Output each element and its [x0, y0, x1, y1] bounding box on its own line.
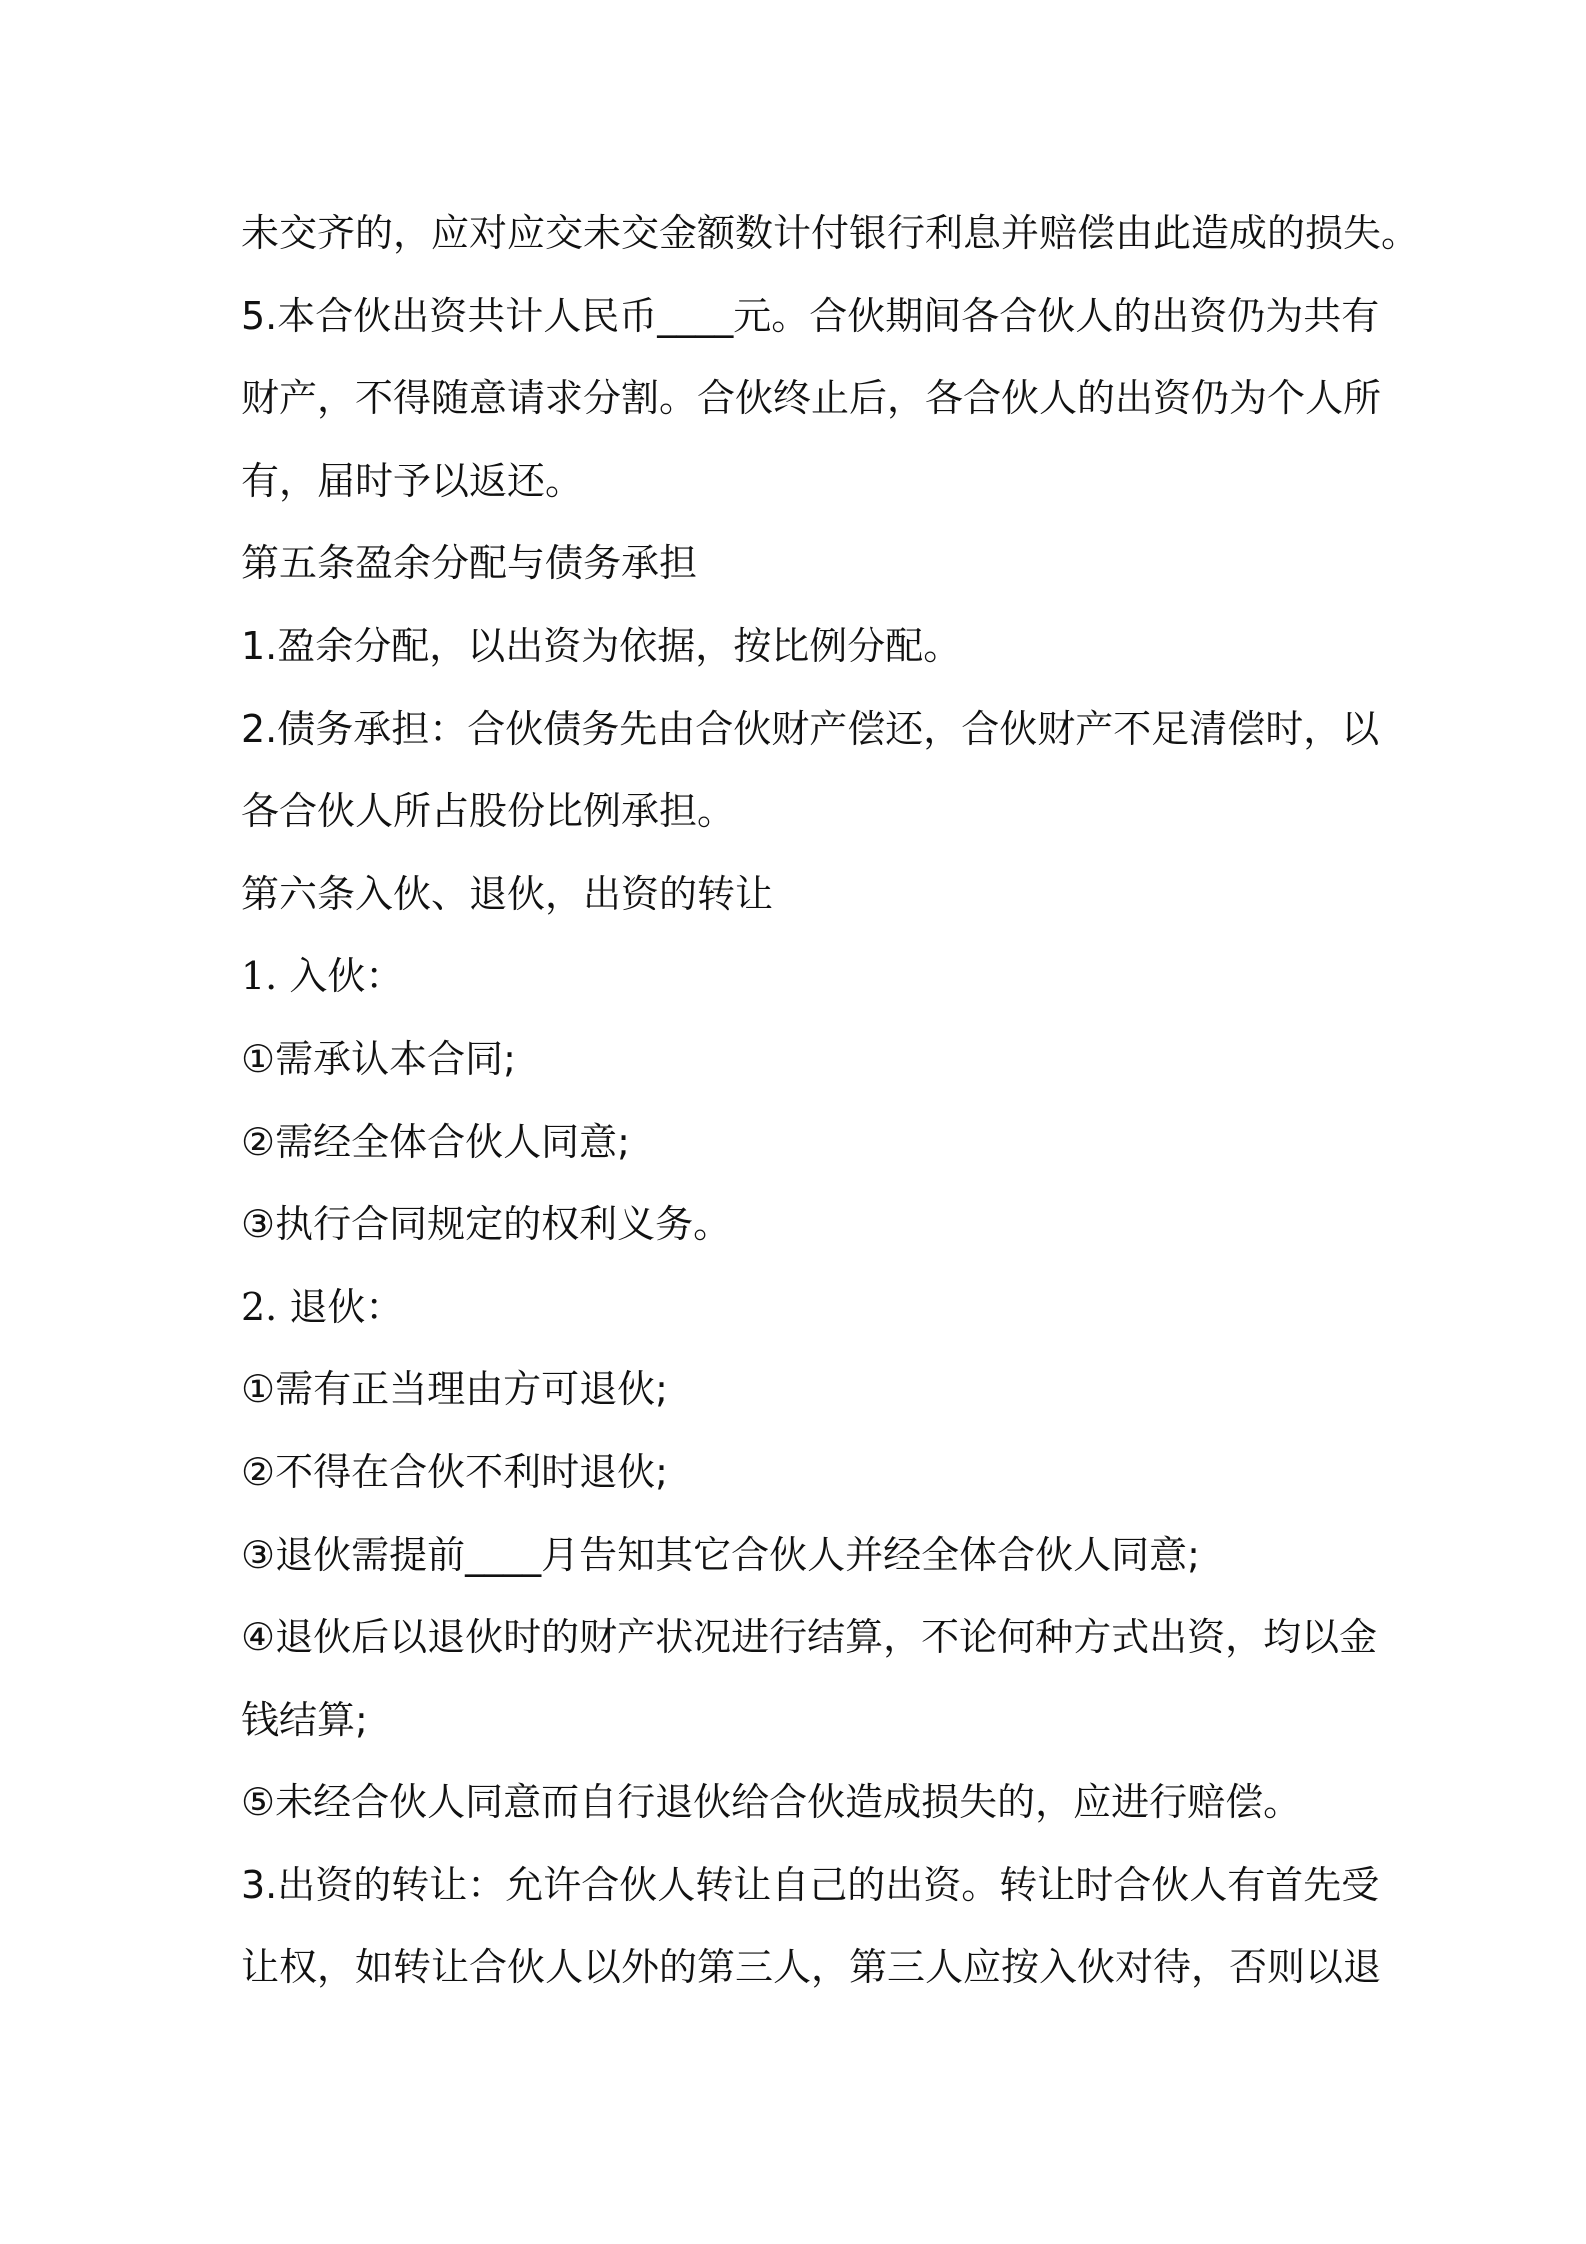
- list-item-joining-3: ③执行合同规定的权利义务。: [241, 1202, 732, 1247]
- text-line-transfer-2: 让权，如转让合伙人以外的第三人，第三人应按入伙对待，否则以退: [241, 1945, 1382, 1990]
- list-item-withdrawal-3: ③退伙需提前____月告知其它合伙人并经全体合伙人同意;: [241, 1532, 1200, 1577]
- text-line-4: 有，届时予以返还。: [241, 458, 584, 503]
- text-line-7: 2.债务承担：合伙债务先由合伙财产偿还，合伙财产不足清偿时，以: [241, 706, 1380, 751]
- section-heading-article-5: 第五条盈余分配与债务承担: [241, 541, 698, 586]
- text-line-3: 财产，不得随意请求分割。合伙终止后，各合伙人的出资仍为个人所: [241, 376, 1382, 421]
- list-item-joining-2: ②需经全体合伙人同意;: [241, 1119, 630, 1164]
- subheading-withdrawal: 2. 退伙：: [241, 1284, 404, 1329]
- text-line-6: 1.盈余分配，以出资为依据，按比例分配。: [241, 623, 962, 668]
- document-body: [241, 192, 1420, 2009]
- list-item-withdrawal-5: ⑤未经合伙人同意而自行退伙给合伙造成损失的，应进行赔偿。: [241, 1780, 1302, 1825]
- text-line-2: 5.本合伙出资共计人民币____元。合伙期间各合伙人的出资仍为共有: [241, 293, 1380, 338]
- text-line-1: 未交齐的，应对应交未交金额数计付银行利息并赔偿由此造成的损失。: [241, 211, 1420, 255]
- text-line-transfer-1: 3.出资的转让：允许合伙人转让自己的出资。转让时合伙人有首先受: [241, 1862, 1380, 1907]
- text-line-8: 各合伙人所占股份比例承担。: [241, 789, 736, 834]
- list-item-withdrawal-1: ①需有正当理由方可退伙;: [241, 1367, 668, 1412]
- list-item-withdrawal-4-cont: 钱结算;: [241, 1697, 368, 1742]
- section-heading-article-6: 第六条入伙、退伙，出资的转让: [241, 871, 774, 916]
- subheading-joining: 1. 入伙：: [241, 954, 404, 999]
- list-item-joining-1: ①需承认本合同;: [241, 1036, 516, 1081]
- list-item-withdrawal-4: ④退伙后以退伙时的财产状况进行结算，不论何种方式出资，均以金: [241, 1615, 1378, 1660]
- list-item-withdrawal-2: ②不得在合伙不利时退伙;: [241, 1449, 668, 1494]
